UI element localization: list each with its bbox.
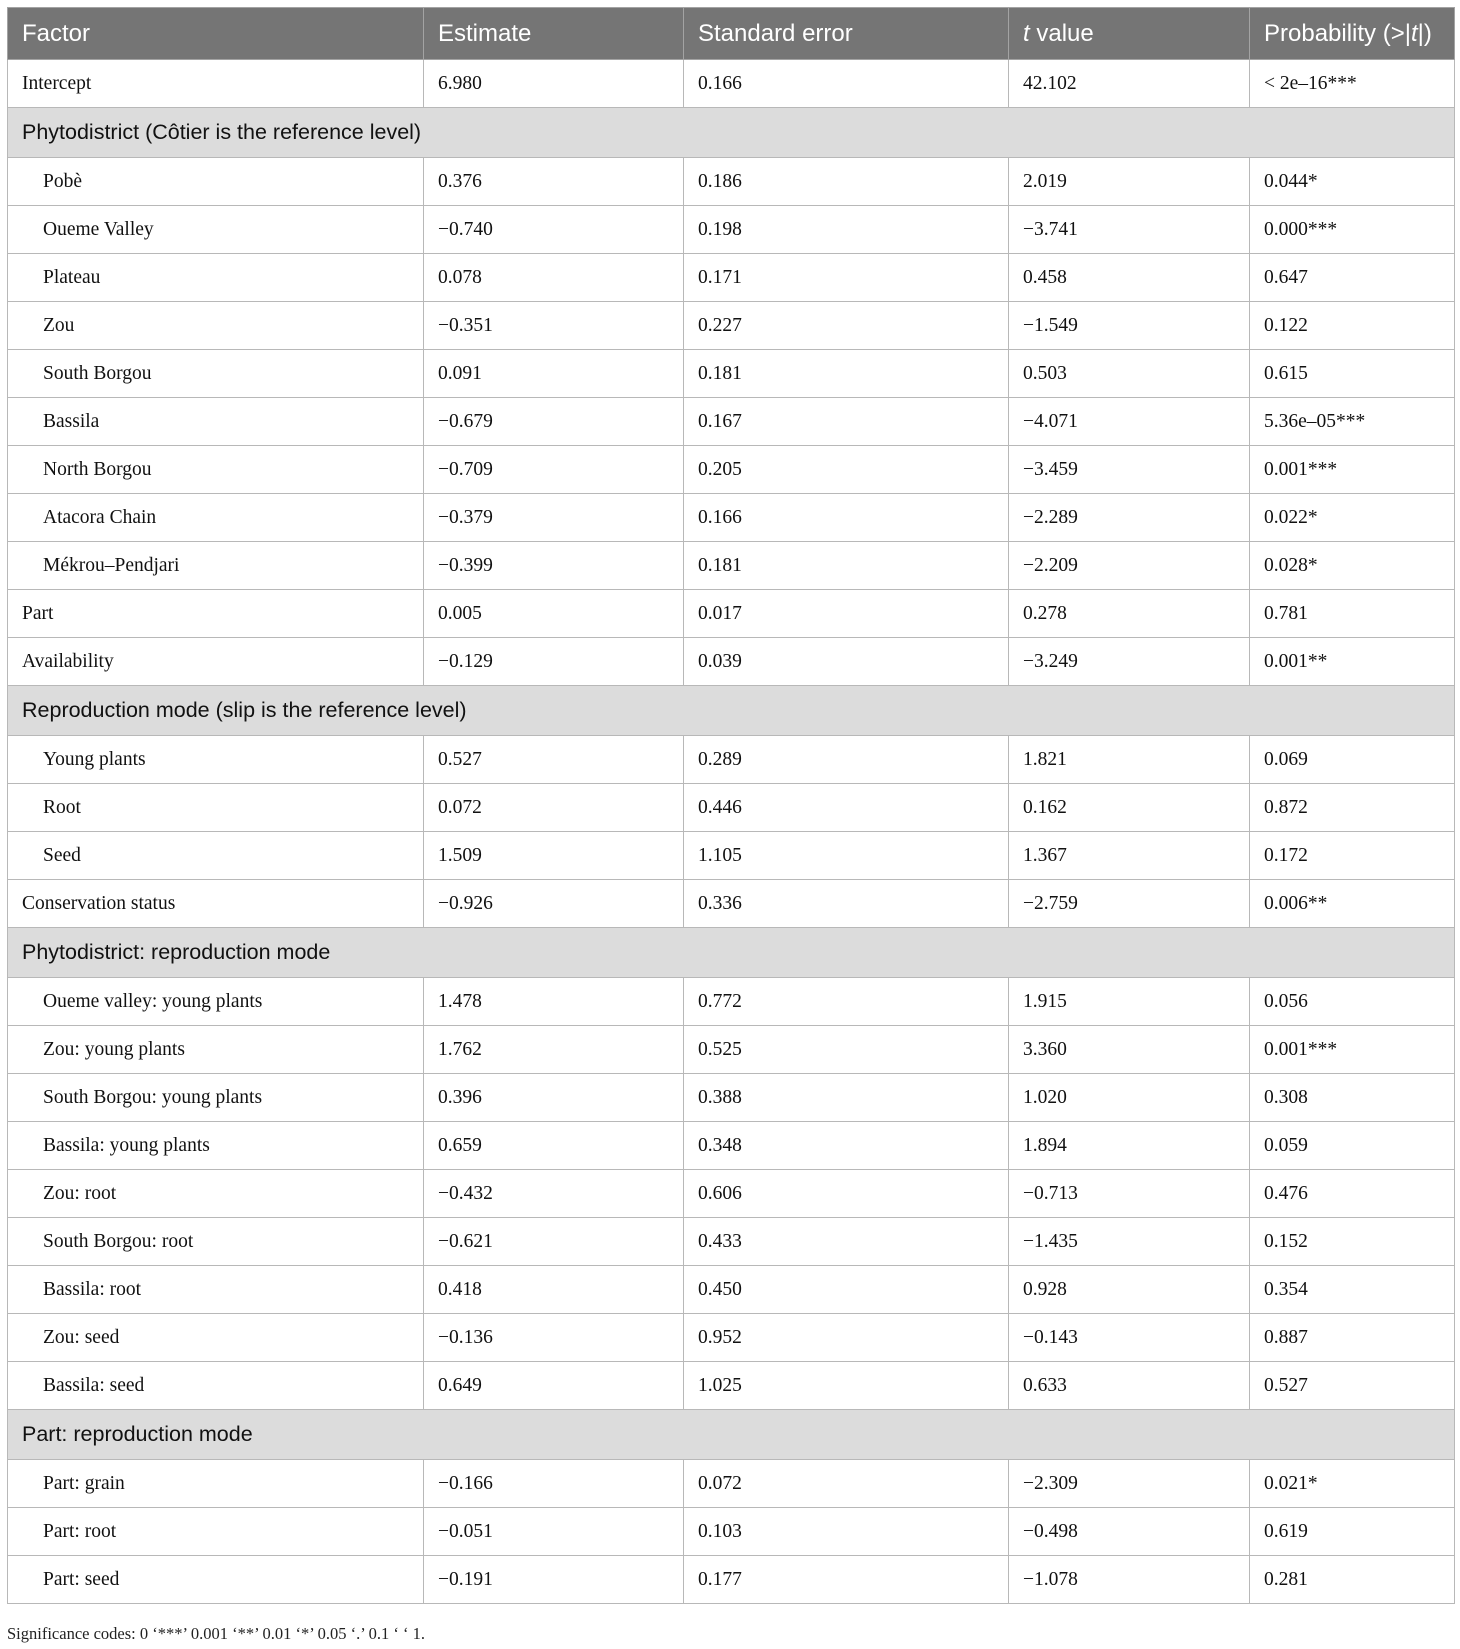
t-value-cell: 0.503 xyxy=(1009,350,1250,398)
estimate-cell: 0.527 xyxy=(424,736,684,784)
std-error-cell: 0.525 xyxy=(684,1026,1009,1074)
probability-cell: 0.172 xyxy=(1250,832,1455,880)
t-value-cell: −2.759 xyxy=(1009,880,1250,928)
estimate-cell: −0.399 xyxy=(424,542,684,590)
factor-cell: Zou: root xyxy=(8,1170,424,1218)
estimate-cell: 1.509 xyxy=(424,832,684,880)
probability-cell: 0.028* xyxy=(1250,542,1455,590)
table-row xyxy=(8,446,1455,494)
factor-cell: Part xyxy=(8,590,424,638)
table-row xyxy=(8,302,1455,350)
table-row xyxy=(8,978,1455,1026)
probability-cell: 0.069 xyxy=(1250,736,1455,784)
probability-cell: 0.001*** xyxy=(1250,1026,1455,1074)
t-value-cell: 2.019 xyxy=(1009,158,1250,206)
table-row xyxy=(8,542,1455,590)
table-body xyxy=(8,60,1455,1604)
probability-cell: 0.059 xyxy=(1250,1122,1455,1170)
probability-cell: 0.022* xyxy=(1250,494,1455,542)
table-row xyxy=(8,1170,1455,1218)
std-error-cell: 0.181 xyxy=(684,350,1009,398)
estimate-cell: −0.379 xyxy=(424,494,684,542)
estimate-cell: −0.709 xyxy=(424,446,684,494)
factor-cell: Bassila: young plants xyxy=(8,1122,424,1170)
col-header-factor: Factor xyxy=(8,8,424,60)
table-row xyxy=(8,398,1455,446)
probability-cell: 0.476 xyxy=(1250,1170,1455,1218)
probability-cell: 0.615 xyxy=(1250,350,1455,398)
t-value-cell: −3.459 xyxy=(1009,446,1250,494)
factor-cell: Part: grain xyxy=(8,1460,424,1508)
factor-cell: Zou: young plants xyxy=(8,1026,424,1074)
probability-cell: 0.044* xyxy=(1250,158,1455,206)
table-row xyxy=(8,736,1455,784)
estimate-cell: 0.659 xyxy=(424,1122,684,1170)
factor-cell: South Borgou: root xyxy=(8,1218,424,1266)
std-error-cell: 0.103 xyxy=(684,1508,1009,1556)
std-error-cell: 0.952 xyxy=(684,1314,1009,1362)
probability-cell: 0.122 xyxy=(1250,302,1455,350)
factor-cell: Mékrou–Pendjari xyxy=(8,542,424,590)
factor-cell: Part: seed xyxy=(8,1556,424,1604)
factor-cell: Availability xyxy=(8,638,424,686)
probability-cell: 0.001** xyxy=(1250,638,1455,686)
probability-cell: 0.152 xyxy=(1250,1218,1455,1266)
estimate-cell: −0.621 xyxy=(424,1218,684,1266)
std-error-cell: 0.166 xyxy=(684,494,1009,542)
factor-cell: South Borgou xyxy=(8,350,424,398)
t-value-cell: 1.020 xyxy=(1009,1074,1250,1122)
probability-cell: 5.36e–05*** xyxy=(1250,398,1455,446)
factor-cell: Pobè xyxy=(8,158,424,206)
estimate-cell: 0.376 xyxy=(424,158,684,206)
std-error-cell: 0.017 xyxy=(684,590,1009,638)
std-error-cell: 0.289 xyxy=(684,736,1009,784)
probability-cell: 0.527 xyxy=(1250,1362,1455,1410)
factor-cell: Young plants xyxy=(8,736,424,784)
factor-cell: Plateau xyxy=(8,254,424,302)
table-row xyxy=(8,1026,1455,1074)
t-value-cell: −3.741 xyxy=(1009,206,1250,254)
table-row xyxy=(8,1556,1455,1604)
factor-cell: Atacora Chain xyxy=(8,494,424,542)
probability-cell: 0.354 xyxy=(1250,1266,1455,1314)
table-row xyxy=(8,784,1455,832)
factor-cell: Zou: seed xyxy=(8,1314,424,1362)
std-error-cell: 0.186 xyxy=(684,158,1009,206)
table-row xyxy=(8,1362,1455,1410)
factor-cell: Bassila xyxy=(8,398,424,446)
std-error-cell: 0.198 xyxy=(684,206,1009,254)
group-label: Reproduction mode (slip is the reference level) xyxy=(8,686,1455,736)
t-value-cell: 1.894 xyxy=(1009,1122,1250,1170)
t-value-cell: 3.360 xyxy=(1009,1026,1250,1074)
prob-t-symbol: t xyxy=(1410,19,1418,47)
t-value-cell: −4.071 xyxy=(1009,398,1250,446)
t-value-cell: 1.367 xyxy=(1009,832,1250,880)
factor-cell: Oueme Valley xyxy=(8,206,424,254)
table-row xyxy=(8,1314,1455,1362)
std-error-cell: 0.450 xyxy=(684,1266,1009,1314)
t-value-cell: −1.549 xyxy=(1009,302,1250,350)
estimate-cell: −0.926 xyxy=(424,880,684,928)
std-error-cell: 0.388 xyxy=(684,1074,1009,1122)
estimate-cell: 6.980 xyxy=(424,60,684,108)
factor-cell: Oueme valley: young plants xyxy=(8,978,424,1026)
t-value-cell: 0.928 xyxy=(1009,1266,1250,1314)
table-row xyxy=(8,1508,1455,1556)
probability-cell: < 2e–16*** xyxy=(1250,60,1455,108)
t-value-cell: 0.458 xyxy=(1009,254,1250,302)
std-error-cell: 1.025 xyxy=(684,1362,1009,1410)
factor-cell: Zou xyxy=(8,302,424,350)
estimate-cell: −0.191 xyxy=(424,1556,684,1604)
estimate-cell: −0.051 xyxy=(424,1508,684,1556)
std-error-cell: 0.446 xyxy=(684,784,1009,832)
factor-cell: Part: root xyxy=(8,1508,424,1556)
std-error-cell: 0.227 xyxy=(684,302,1009,350)
estimate-cell: −0.136 xyxy=(424,1314,684,1362)
std-error-cell: 0.166 xyxy=(684,60,1009,108)
group-header-row xyxy=(8,1410,1455,1460)
estimate-cell: 0.396 xyxy=(424,1074,684,1122)
probability-cell: 0.001*** xyxy=(1250,446,1455,494)
table-row xyxy=(8,1460,1455,1508)
table-row xyxy=(8,832,1455,880)
t-value-cell: −0.498 xyxy=(1009,1508,1250,1556)
table-row xyxy=(8,206,1455,254)
std-error-cell: 1.105 xyxy=(684,832,1009,880)
factor-cell: Seed xyxy=(8,832,424,880)
group-header-row xyxy=(8,108,1455,158)
std-error-cell: 0.205 xyxy=(684,446,1009,494)
estimate-cell: −0.679 xyxy=(424,398,684,446)
factor-cell: South Borgou: young plants xyxy=(8,1074,424,1122)
t-value-cell: 1.821 xyxy=(1009,736,1250,784)
table-row xyxy=(8,590,1455,638)
estimate-cell: 0.649 xyxy=(424,1362,684,1410)
t-value-cell: −1.435 xyxy=(1009,1218,1250,1266)
header-row xyxy=(8,8,1455,60)
estimate-cell: −0.351 xyxy=(424,302,684,350)
t-value-cell: −3.249 xyxy=(1009,638,1250,686)
probability-cell: 0.872 xyxy=(1250,784,1455,832)
probability-cell: 0.647 xyxy=(1250,254,1455,302)
probability-cell: 0.006** xyxy=(1250,880,1455,928)
factor-cell: Bassila: seed xyxy=(8,1362,424,1410)
col-header-std-error: Standard error xyxy=(684,8,1009,60)
std-error-cell: 0.181 xyxy=(684,542,1009,590)
probability-cell: 0.308 xyxy=(1250,1074,1455,1122)
factor-cell: Bassila: root xyxy=(8,1266,424,1314)
factor-cell: North Borgou xyxy=(8,446,424,494)
factor-cell: Conservation status xyxy=(8,880,424,928)
table-row xyxy=(8,1266,1455,1314)
t-value-cell: −2.209 xyxy=(1009,542,1250,590)
t-value-cell: 42.102 xyxy=(1009,60,1250,108)
t-value-label: value xyxy=(1029,19,1094,47)
col-header-estimate: Estimate xyxy=(424,8,684,60)
table-row xyxy=(8,880,1455,928)
table-row xyxy=(8,494,1455,542)
table-row xyxy=(8,1218,1455,1266)
table-row xyxy=(8,60,1455,108)
col-header-t-value xyxy=(1009,8,1250,60)
table-header xyxy=(8,8,1455,60)
table-row xyxy=(8,1122,1455,1170)
std-error-cell: 0.336 xyxy=(684,880,1009,928)
factor-cell: Intercept xyxy=(8,60,424,108)
factor-cell: Root xyxy=(8,784,424,832)
significance-codes-note: Significance codes: 0 ‘***’ 0.001 ‘**’ 0.01 ‘*’ 0.05 ‘.’ 0.1 ‘ ‘ 1. xyxy=(7,1624,426,1643)
table-row xyxy=(8,1074,1455,1122)
t-value-cell: −1.078 xyxy=(1009,1556,1250,1604)
std-error-cell: 0.072 xyxy=(684,1460,1009,1508)
table-row xyxy=(8,254,1455,302)
table-row xyxy=(8,638,1455,686)
table-row xyxy=(8,158,1455,206)
estimate-cell: 0.005 xyxy=(424,590,684,638)
t-value-cell: −2.289 xyxy=(1009,494,1250,542)
col-header-probability xyxy=(1250,8,1455,60)
probability-cell: 0.056 xyxy=(1250,978,1455,1026)
prob-label-start: Probability (>| xyxy=(1264,19,1411,47)
t-value-cell: −2.309 xyxy=(1009,1460,1250,1508)
std-error-cell: 0.772 xyxy=(684,978,1009,1026)
std-error-cell: 0.177 xyxy=(684,1556,1009,1604)
group-header-row xyxy=(8,928,1455,978)
probability-cell: 0.619 xyxy=(1250,1508,1455,1556)
estimate-cell: 0.091 xyxy=(424,350,684,398)
estimate-cell: 0.078 xyxy=(424,254,684,302)
group-label: Phytodistrict (Côtier is the reference level) xyxy=(8,108,1455,158)
estimate-cell: −0.129 xyxy=(424,638,684,686)
estimate-cell: 0.072 xyxy=(424,784,684,832)
t-value-cell: −0.143 xyxy=(1009,1314,1250,1362)
probability-cell: 0.781 xyxy=(1250,590,1455,638)
estimate-cell: −0.740 xyxy=(424,206,684,254)
estimate-cell: 1.478 xyxy=(424,978,684,1026)
estimate-cell: 1.762 xyxy=(424,1026,684,1074)
probability-cell: 0.000*** xyxy=(1250,206,1455,254)
estimate-cell: 0.418 xyxy=(424,1266,684,1314)
probability-cell: 0.887 xyxy=(1250,1314,1455,1362)
group-label: Phytodistrict: reproduction mode xyxy=(8,928,1455,978)
estimate-cell: −0.432 xyxy=(424,1170,684,1218)
t-value-cell: 0.633 xyxy=(1009,1362,1250,1410)
std-error-cell: 0.171 xyxy=(684,254,1009,302)
t-value-cell: 0.278 xyxy=(1009,590,1250,638)
estimate-cell: −0.166 xyxy=(424,1460,684,1508)
group-label: Part: reproduction mode xyxy=(8,1410,1455,1460)
prob-label-end: |) xyxy=(1417,19,1432,47)
t-value-cell: −0.713 xyxy=(1009,1170,1250,1218)
std-error-cell: 0.433 xyxy=(684,1218,1009,1266)
std-error-cell: 0.167 xyxy=(684,398,1009,446)
t-symbol: t xyxy=(1023,19,1030,47)
std-error-cell: 0.039 xyxy=(684,638,1009,686)
t-value-cell: 1.915 xyxy=(1009,978,1250,1026)
std-error-cell: 0.606 xyxy=(684,1170,1009,1218)
table-row xyxy=(8,350,1455,398)
regression-table xyxy=(7,7,1455,1604)
group-header-row xyxy=(8,686,1455,736)
t-value-cell: 0.162 xyxy=(1009,784,1250,832)
probability-cell: 0.021* xyxy=(1250,1460,1455,1508)
probability-cell: 0.281 xyxy=(1250,1556,1455,1604)
std-error-cell: 0.348 xyxy=(684,1122,1009,1170)
